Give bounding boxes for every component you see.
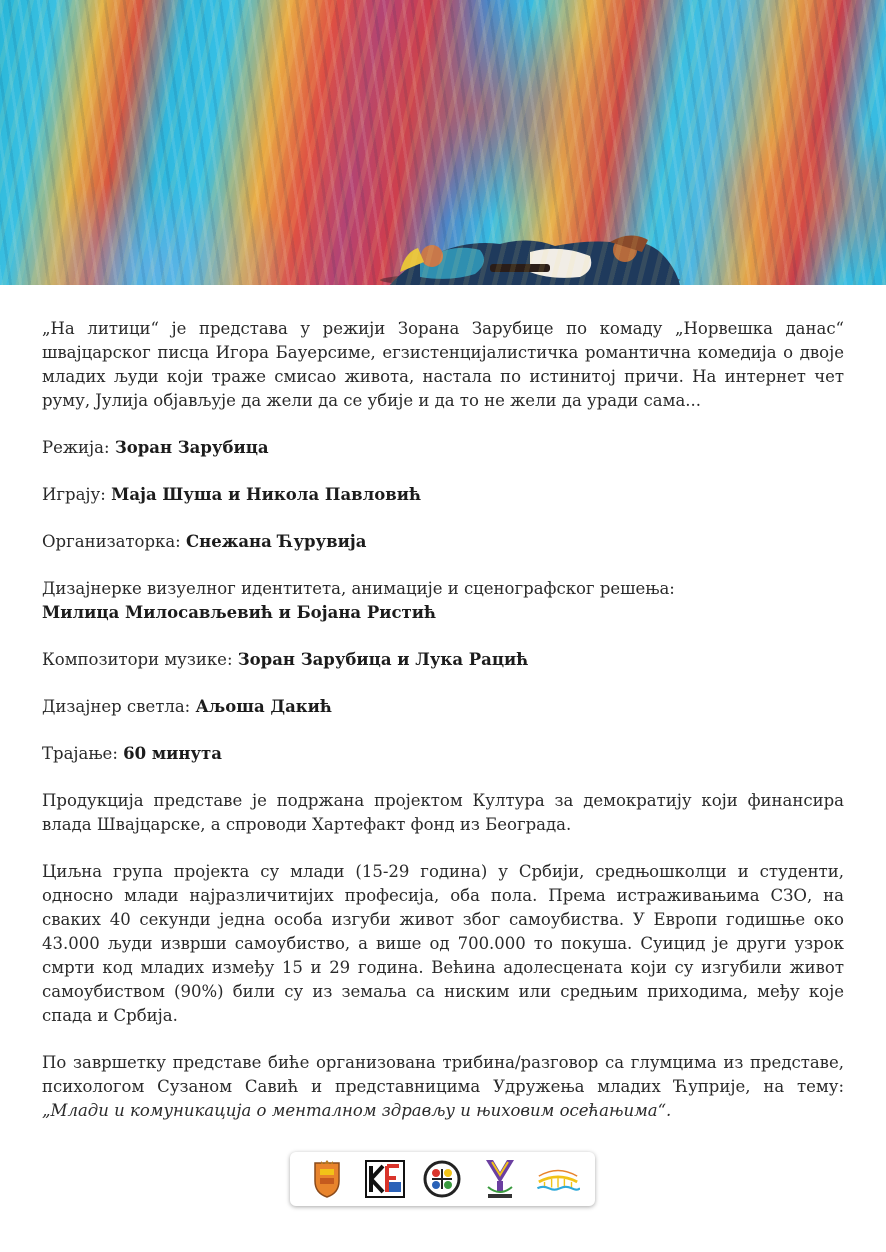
director-name: Зоран Зарубица — [114, 438, 269, 457]
lighting-credit — [42, 695, 844, 719]
youth-association-logo — [478, 1157, 522, 1201]
circle-emblem-logo — [420, 1157, 464, 1201]
cast-credit — [42, 483, 844, 507]
bridge-logo — [536, 1157, 580, 1201]
organizer-credit — [42, 530, 844, 554]
designers-label: Дизајнерке визуелног идентитета, анимације и сценографског решења: — [42, 579, 675, 598]
lighting-label: Дизајнер светла: — [42, 697, 196, 716]
closing-paragraph — [42, 1051, 844, 1123]
designers-credit — [42, 577, 844, 625]
duration-credit — [42, 742, 844, 766]
event-description — [42, 317, 844, 1146]
composers-label: Композитори музике: — [42, 650, 238, 669]
closing-text: По завршетку представе биће организована трибина/разговор са глумцима из представе, психологом Сузаном Савић и представницима Удружења младих Ћуприје, на тему: — [42, 1053, 844, 1096]
organizer-name: Снежана Ћурувија — [185, 532, 367, 551]
duration-label: Трајање: — [42, 744, 124, 763]
intro-paragraph: „На литици“ је представа у режији Зорана Зарубице по комаду „Норвешка данас“ швајцарског писца Игора Бауерсиме, егзистенцијалистичка романтична комедија о двоје младих људи који траже смисао живота, настала по истинитој причи. На интернет чет руму, Јулија објављује да жели да се убије и да то не жели да уради сама... — [42, 319, 844, 410]
partner-logos — [290, 1152, 595, 1206]
lighting-name: Аљоша Дакић — [195, 697, 332, 716]
kf-logo — [363, 1157, 407, 1201]
director-label: Режија: — [42, 438, 115, 457]
cast-names: Маја Шуша и Никола Павловић — [111, 485, 421, 504]
production-paragraph: Продукција представе је подржана пројектом Култура за демократију који финансира влада Швајцарске, а спроводи Хартефакт фонд из Београда. — [42, 791, 844, 834]
duration-value: 60 минута — [123, 744, 222, 763]
organizer-label: Организаторка: — [42, 532, 186, 551]
hero-photo — [0, 0, 886, 285]
coat-of-arms-logo — [305, 1157, 349, 1201]
cast-label: Играју: — [42, 485, 112, 504]
target-group-paragraph: Циљна група пројекта су млади (15-29 година) у Србији, средњошколци и студенти, односно млади најразличитијих професија, оба пола. Према истраживањима СЗО, на сваких 40 секунди једна особа изгуби живот због самоубиства. У Европи годишње око 43.000 људи изврши самоубиство, а више од 700.000 то покуша. Суицид је други узрок смрти код младих између 15 и 29 година. Већина адолесцената који су изгубили живот самоубиством (90%) били су из земаља са ниским или средњим приходима, међу које спада и Србија. — [42, 862, 844, 1025]
director-credit — [42, 436, 844, 460]
designers-names: Милица Милосављевић и Бојана Ристић — [42, 603, 436, 622]
performers-figure — [380, 222, 680, 285]
closing-topic: „Млади и комуникација о менталном здрављу и њиховим осећањима“. — [42, 1101, 672, 1120]
composers-names: Зоран Зарубица и Лука Рацић — [237, 650, 529, 669]
composers-credit — [42, 648, 844, 672]
